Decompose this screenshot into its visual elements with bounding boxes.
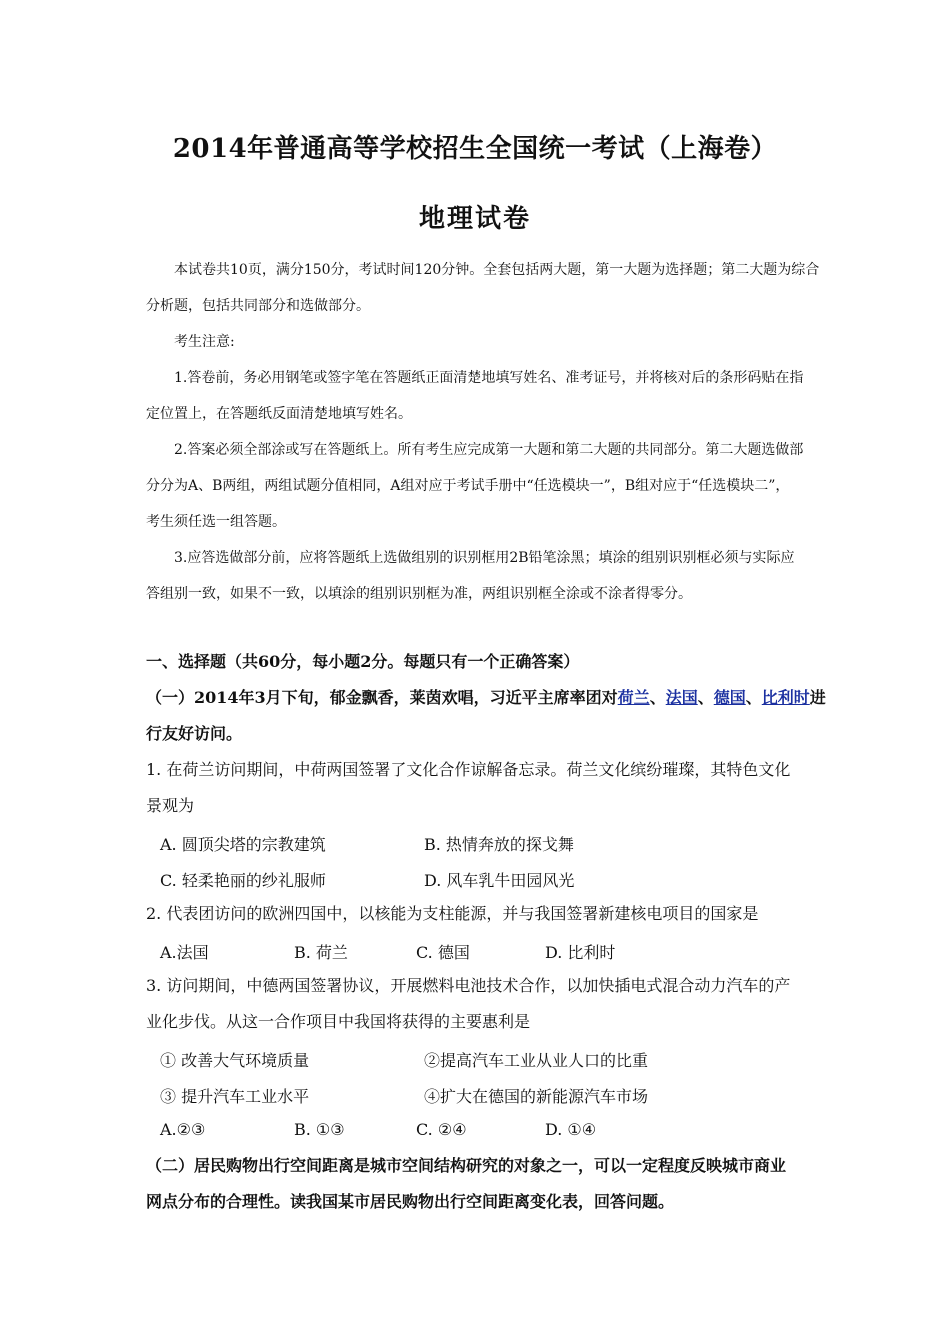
question-3-line-2: 业化步伐。从这一合作项目中我国将获得的主要惠利是: [146, 1012, 531, 1031]
q3-option-a: A.②③: [160, 1120, 206, 1139]
exam-title: 2014年普通高等学校招生全国统一考试（上海卷）: [172, 134, 778, 164]
question-1-line-2: 景观为: [146, 796, 195, 815]
question-1-line-1: 1. 在荷兰访问期间，中荷两国签署了文化合作谅解备忘录。荷兰文化缤纷璀璨，其特色文化: [146, 760, 791, 779]
group-1-suffix: 进: [809, 688, 826, 707]
group-2-intro: [146, 1148, 826, 1220]
separator: 、: [697, 688, 714, 707]
q3-option-d: D. ①④: [545, 1120, 597, 1139]
q2-option-c: C. 德国: [416, 943, 470, 962]
q3-statement-2: ②提高汽车工业从业人口的比重: [424, 1051, 649, 1070]
notice-3-line-2: 答组别一致，如果不一致，以填涂的组别识别框为准，两组识别框全涂或不涂者得零分。: [146, 586, 692, 602]
section-1-heading: 一、选择题（共60分，每小题2分。每题只有一个正确答案）: [146, 652, 580, 671]
q3-option-b: B. ①③: [294, 1120, 345, 1139]
notice-3-line-1: 3.应答选做部分前，应将答题纸上选做组别的识别框用2B铅笔涂黑；填涂的组别识别框必须与实际应: [174, 550, 795, 566]
q1-option-b: B. 热情奔放的探戈舞: [424, 835, 574, 854]
notice-3: [146, 540, 816, 612]
country-link-france[interactable]: 法国: [665, 688, 698, 707]
country-link-germany[interactable]: 德国: [713, 688, 746, 707]
q2-option-d: D. 比利时: [545, 943, 616, 962]
country-link-netherlands[interactable]: 荷兰: [617, 688, 650, 707]
group-1-line-1: [146, 680, 826, 716]
q3-statement-1: ① 改善大气环境质量: [160, 1051, 310, 1070]
q3-option-c: C. ②④: [416, 1120, 467, 1139]
q3-statement-4: ④扩大在德国的新能源汽车市场: [424, 1087, 649, 1106]
group-1-line-2: 行友好访问。: [146, 724, 243, 743]
q1-option-d: D. 风车乳牛田园风光: [424, 871, 575, 890]
exam-subtitle: 地理试卷: [418, 204, 531, 234]
intro-line-2: 分析题，包括共同部分和选做部分。: [146, 298, 370, 314]
notice-1-line-2: 定位置上，在答题纸反面清楚地填写姓名。: [146, 406, 412, 422]
q2-option-b: B. 荷兰: [294, 943, 348, 962]
group-2-line-2: 网点分布的合理性。读我国某市居民购物出行空间距离变化表，回答问题。: [146, 1192, 675, 1211]
question-3-line-1: 3. 访问期间，中德两国签署协议，开展燃料电池技术合作，以加快插电式混合动力汽车的产: [146, 976, 791, 995]
q2-option-a: A.法国: [160, 943, 209, 962]
q1-option-c: C. 轻柔艳丽的纱礼服师: [160, 871, 326, 890]
intro-paragraph: [146, 252, 820, 324]
question-1: [146, 752, 826, 824]
notice-heading: [146, 324, 816, 360]
notice-heading-text: 考生注意:: [174, 334, 235, 350]
notice-1-line-1: 1.答卷前，务必用钢笔或签字笔在答题纸正面清楚地填写姓名、准考证号，并将核对后的条形码贴在指: [174, 370, 804, 386]
group-1-intro: [146, 680, 826, 752]
notice-2-line-3: 考生须任选一组答题。: [146, 514, 286, 530]
question-2: 2. 代表团访问的欧洲四国中，以核能为支柱能源，并与我国签署新建核电项目的国家是: [146, 904, 759, 923]
q1-option-a: A. 圆顶尖塔的宗教建筑: [160, 835, 326, 854]
country-link-belgium[interactable]: 比利时: [761, 688, 810, 707]
intro-line-1: 本试卷共10页，满分150分，考试时间120分钟。全套包括两大题，第一大题为选择题；第二大题为综合: [174, 262, 820, 278]
question-3: [146, 968, 826, 1040]
group-1-prefix: （一）2014年3月下旬，郁金飘香，莱茵欢唱，习近平主席率团对: [146, 688, 618, 707]
notice-2: [146, 432, 816, 540]
separator: 、: [649, 688, 666, 707]
notice-2-line-1: 2.答案必须全部涂或写在答题纸上。所有考生应完成第一大题和第二大题的共同部分。第二大题选做部: [174, 442, 804, 458]
separator: 、: [745, 688, 762, 707]
notice-2-line-2: 分分为A、B两组，两组试题分值相同，A组对应于考试手册中“任选模块一”，B组对应于“任选模块二”，: [146, 478, 790, 494]
q3-statement-3: ③ 提升汽车工业水平: [160, 1087, 310, 1106]
group-2-line-1: （二）居民购物出行空间距离是城市空间结构研究的对象之一，可以一定程度反映城市商业: [146, 1156, 787, 1175]
notice-1: [146, 360, 816, 432]
